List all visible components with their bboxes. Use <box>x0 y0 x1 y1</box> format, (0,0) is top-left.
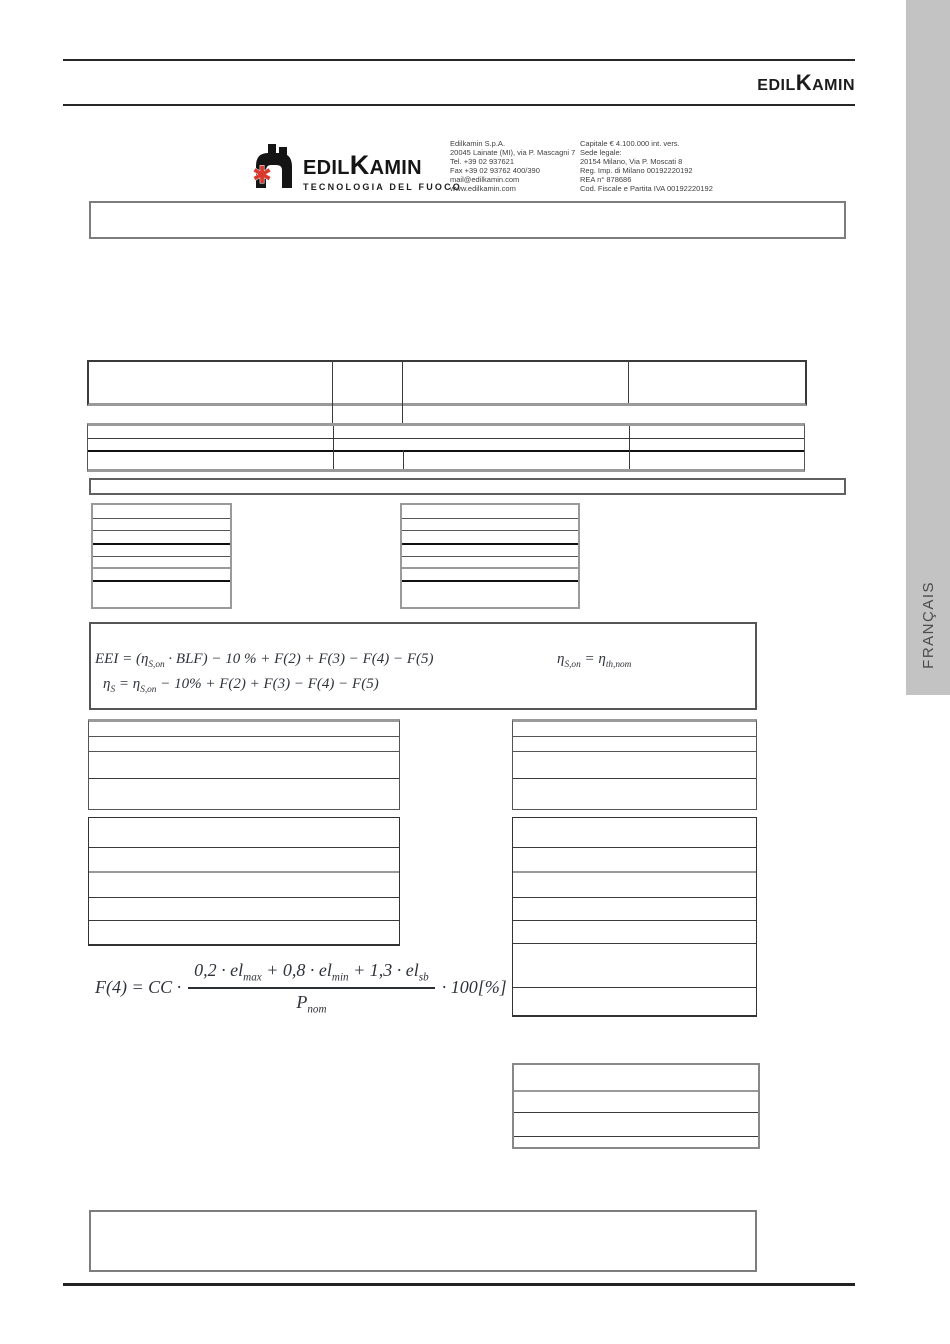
table-row-divider <box>89 920 399 921</box>
table-row-divider <box>88 450 804 452</box>
address-line: Edilkamin S.p.A. <box>450 139 506 148</box>
table-row-divider <box>514 1090 758 1092</box>
correction-table-right-1 <box>512 719 757 810</box>
table-row-divider <box>402 567 578 569</box>
address-line: Tel. +39 02 937621 <box>450 157 515 166</box>
table-column-divider <box>628 362 629 403</box>
table-row-divider <box>514 1112 758 1113</box>
table-row-divider <box>513 897 756 898</box>
address-line: REA n° 878686 <box>580 175 632 184</box>
address-line: Capitale € 4.100.000 int. vers. <box>580 139 680 148</box>
address-line: www.edilkamin.com <box>450 184 516 193</box>
table-row-divider <box>89 736 399 737</box>
header-rule <box>63 104 855 106</box>
table-row-divider <box>93 556 230 557</box>
table-row-divider <box>513 987 756 988</box>
eta-s-formula: $\eta_S = \eta_{S,on} - 10\% + F(2) + F(3) - F(4) - F(5)$ <box>103 676 379 695</box>
table-column-divider <box>333 426 334 469</box>
logo-text <box>303 150 462 192</box>
parameter-table-right <box>400 503 580 609</box>
company-legal-block <box>580 139 715 193</box>
table-column-divider <box>403 450 404 469</box>
summary-table <box>512 1063 760 1149</box>
address-line: Fax +39 02 93762 400/390 <box>450 166 540 175</box>
section-strip-box <box>89 478 846 495</box>
table-column-divider <box>332 362 333 403</box>
footnote-box <box>89 1210 757 1272</box>
address-line: Cod. Fiscale e Partita IVA 00192220192 <box>580 184 713 193</box>
table-row-divider <box>89 778 399 779</box>
address-line: mail@edilkamin.com <box>450 175 520 184</box>
table-row-divider <box>402 580 578 582</box>
table-row-divider <box>513 736 756 737</box>
table-row-divider <box>513 871 756 873</box>
table-row-divider <box>402 543 578 545</box>
table-column-divider <box>629 426 630 469</box>
table-row-divider <box>93 518 230 519</box>
table-row-divider <box>89 871 399 873</box>
table-row-divider <box>88 438 804 439</box>
table-row-divider <box>93 580 230 582</box>
table-row-divider <box>402 556 578 557</box>
language-label: FRANÇAIS <box>919 581 937 669</box>
table-row-divider <box>402 518 578 519</box>
table-column-divider <box>402 403 403 423</box>
company-address-block <box>450 139 575 193</box>
correction-table-left-1 <box>88 719 400 810</box>
f4-formula: F(4) = CC · $\frac{0,2 \cdot el_{max} + 0,8 \cdot el_{min} + 1,3 \cdot el_{sb}}{P_{nom}}$ · 100[%] <box>95 960 507 1016</box>
letterhead-logo <box>251 138 462 192</box>
address-line: Sede legale: <box>580 148 622 157</box>
correction-table-right-2 <box>512 817 757 1017</box>
sidebar-label-wrap <box>906 575 950 675</box>
edilkamin-flame-icon <box>251 138 297 190</box>
spec-table-rows <box>87 423 805 472</box>
edilkamin-wordmark: EDIL K AMIN <box>757 70 855 95</box>
table-column-divider <box>402 362 403 403</box>
f4-fraction: $\frac{0,2 \cdot el_{max} + 0,8 \cdot el_{min} + 1,3 \cdot el_{sb}}{P_{nom}}$ <box>188 960 435 1015</box>
title-box <box>89 201 846 239</box>
eei-formula: EEI = $(\eta_{S,on} \cdot BLF) - 10$ % + F(2) + F(3) − F(4) − F(5) <box>95 651 434 670</box>
address-line: 20045 Lainate (MI), via P. Mascagni 7 <box>450 148 576 157</box>
table-row-divider <box>93 530 230 531</box>
logo-wordmark: EDIL K AMIN <box>303 150 422 180</box>
spec-table-header <box>87 360 807 406</box>
table-row-divider <box>93 567 230 569</box>
table-row-divider <box>513 778 756 779</box>
language-sidebar <box>906 0 950 695</box>
table-row-divider <box>93 543 230 545</box>
parameter-table-left <box>91 503 232 609</box>
table-row-divider <box>402 530 578 531</box>
table-row-divider <box>89 847 399 848</box>
logo-tagline: TECNOLOGIA DEL FUOCO <box>303 182 463 192</box>
table-row-divider <box>89 897 399 898</box>
eta-on-formula: $\eta_{S,on} = \eta_{th,nom}$ <box>557 651 632 670</box>
table-row-divider <box>513 751 756 752</box>
table-row-divider <box>513 847 756 848</box>
address-line: Reg. Imp. di Milano 00192220192 <box>580 166 693 175</box>
svg-text:✱: ✱ <box>252 162 273 189</box>
eei-formula-box <box>89 622 757 710</box>
table-row-divider <box>514 1136 758 1137</box>
correction-table-left-2 <box>88 817 400 946</box>
top-rule <box>63 59 855 61</box>
table-column-divider <box>332 403 333 423</box>
address-line: 20154 Milano, Via P. Moscati 8 <box>580 157 683 166</box>
bottom-rule <box>63 1283 855 1286</box>
header-brand-row <box>63 70 855 96</box>
table-row-divider <box>89 751 399 752</box>
table-row-divider <box>513 920 756 921</box>
table-row-divider <box>513 943 756 944</box>
